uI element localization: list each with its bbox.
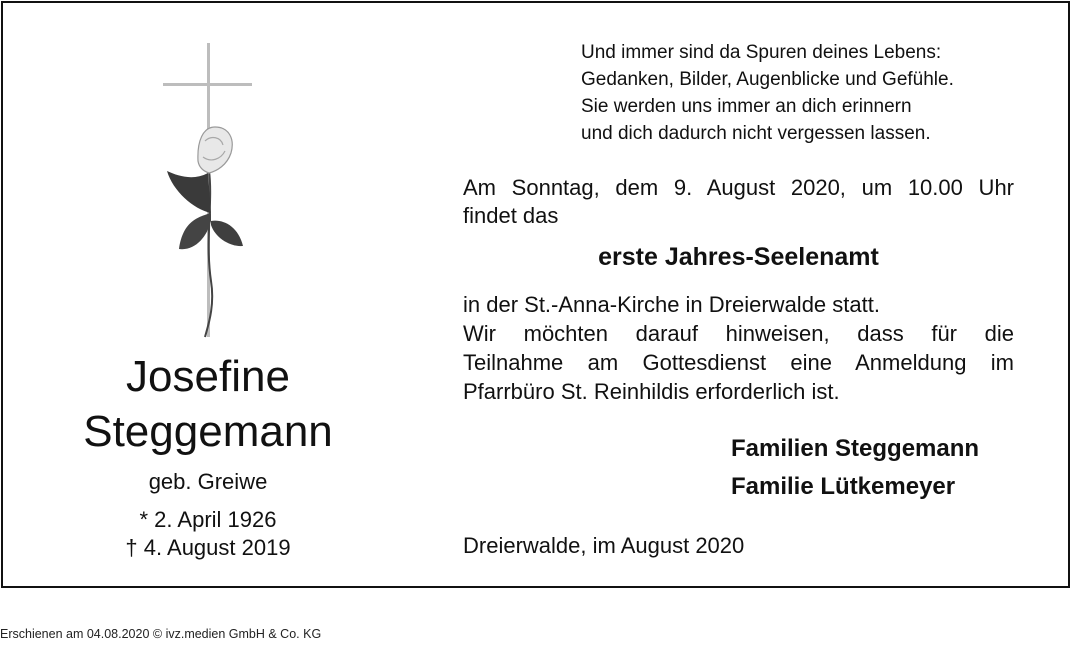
maiden-name: geb. Greiwe <box>148 469 268 494</box>
event-title: erste Jahres-Seelenamt <box>598 243 879 271</box>
first-name: Josefine <box>126 352 290 401</box>
announcement-line: Teilnahme am Gottesdienst eine Anmeldung im <box>463 350 1014 375</box>
publication-footer: Erschienen am 04.08.2020 © ivz.medien GmbH & Co. KG <box>0 627 322 641</box>
place-date: Dreierwalde, im August 2020 <box>463 533 745 558</box>
announcement-line: Wir möchten darauf hinweisen, dass für die <box>463 321 1014 346</box>
poem-line: Sie werden uns immer an dich erinnern <box>581 96 912 117</box>
announcement-line: Am Sonntag, dem 9. August 2020, um 10.00 Uhr <box>463 175 1014 200</box>
announcement-line: in der St.-Anna-Kirche in Dreierwalde statt. <box>463 292 880 317</box>
birth-date: * 2. April 1926 <box>139 507 277 532</box>
obituary-card <box>1 1 1070 588</box>
family-name: Familie Lütkemeyer <box>731 473 956 500</box>
family-name: Familien Steggemann <box>731 435 980 462</box>
memorial-poem <box>581 39 954 147</box>
rose-icon <box>167 127 243 337</box>
cross-rose-illustration <box>153 41 263 341</box>
poem-line: Und immer sind da Spuren deines Lebens: <box>581 42 942 63</box>
poem-line: und dich dadurch nicht vergessen lassen. <box>581 123 931 144</box>
poem-line: Gedanken, Bilder, Augenblicke und Gefühle. <box>581 69 954 90</box>
last-name: Steggemann <box>83 407 333 456</box>
announcement-line: findet das <box>463 203 559 228</box>
announcement-line: Pfarrbüro St. Reinhildis erforderlich ist. <box>463 379 840 404</box>
death-date: † 4. August 2019 <box>125 535 291 560</box>
